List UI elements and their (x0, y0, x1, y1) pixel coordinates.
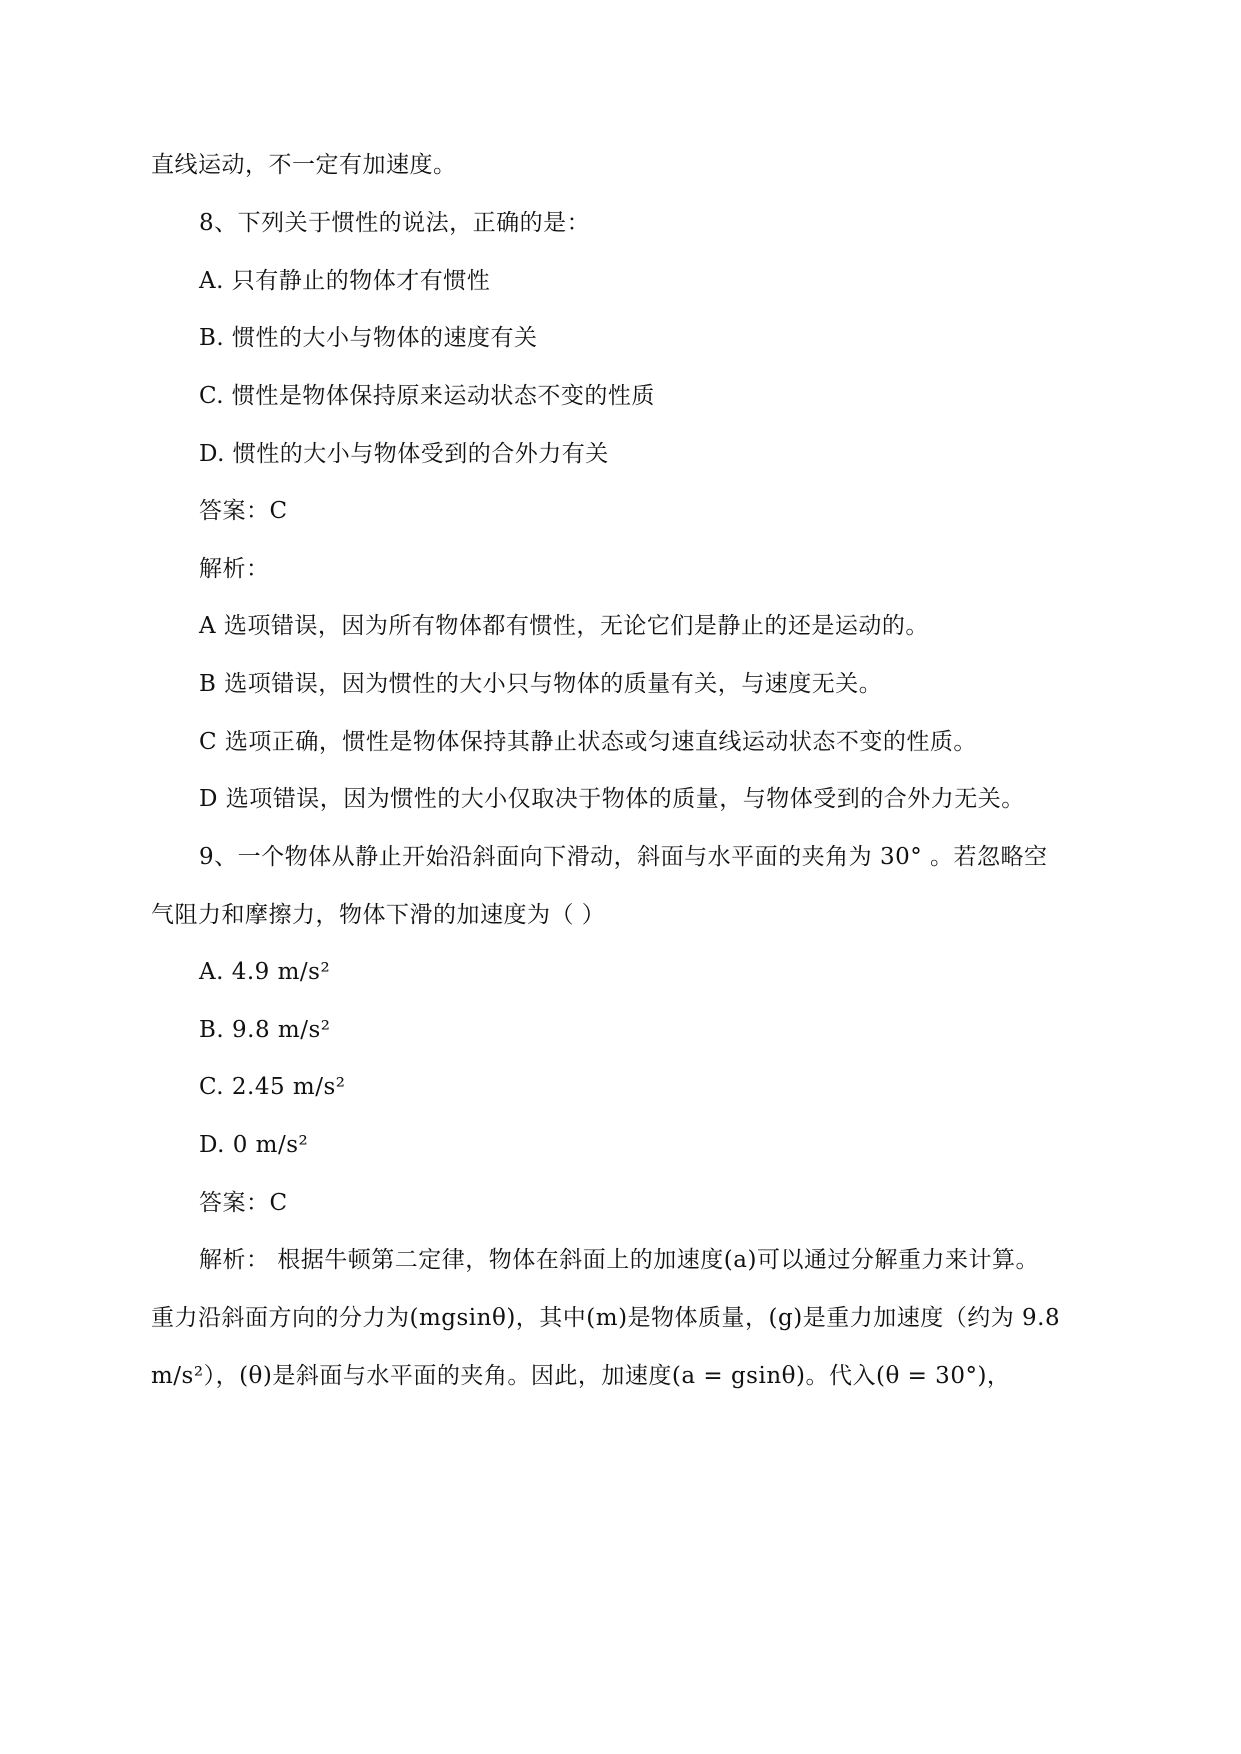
question-8-analysis-d: D 选项错误，因为惯性的大小仅取决于物体的质量，与物体受到的合外力无关。 (199, 786, 1025, 812)
question-9-analysis-line3: m/s²），(θ)是斜面与水平面的夹角。因此，加速度(a = gsinθ)。代入(θ = 30°)， (151, 1363, 1011, 1389)
question-8-option-b: B. 惯性的大小与物体的速度有关 (199, 325, 538, 351)
question-8-stem: 8、下列关于惯性的说法，正确的是： (199, 210, 591, 236)
question-9-stem-line2: 气阻力和摩擦力，物体下滑的加速度为（ ） (151, 902, 606, 928)
question-8-analysis-label: 解析： (199, 556, 270, 582)
question-9-answer: 答案：C (199, 1190, 288, 1216)
question-9-analysis-line2: 重力沿斜面方向的分力为(mgsinθ)，其中(m)是物体质量，(g)是重力加速度（约为 9.8 (151, 1305, 1061, 1331)
question-8-option-d: D. 惯性的大小与物体受到的合外力有关 (199, 441, 609, 467)
question-9-option-a: A. 4.9 m/s² (199, 959, 331, 985)
question-8-answer: 答案：C (199, 498, 288, 524)
question-8-analysis-c: C 选项正确，惯性是物体保持其静止状态或匀速直线运动状态不变的性质。 (199, 729, 977, 755)
question-9-stem-line1: 9、一个物体从静止开始沿斜面向下滑动，斜面与水平面的夹角为 30° 。若忽略空 (199, 844, 1048, 870)
question-8-analysis-b: B 选项错误，因为惯性的大小只与物体的质量有关，与速度无关。 (199, 671, 883, 697)
question-9-option-d: D. 0 m/s² (199, 1132, 309, 1158)
question-8-analysis-a: A 选项错误，因为所有物体都有惯性，无论它们是静止的还是运动的。 (199, 613, 929, 639)
question-9-option-b: B. 9.8 m/s² (199, 1017, 331, 1043)
text-line-continuation: 直线运动，不一定有加速度。 (151, 152, 457, 178)
question-9-option-c: C. 2.45 m/s² (199, 1074, 346, 1100)
question-9-analysis-line1: 解析： 根据牛顿第二定律，物体在斜面上的加速度(a)可以通过分解重力来计算。 (199, 1247, 1039, 1273)
question-8-option-c: C. 惯性是物体保持原来运动状态不变的性质 (199, 383, 655, 409)
question-8-option-a: A. 只有静止的物体才有惯性 (199, 268, 491, 294)
